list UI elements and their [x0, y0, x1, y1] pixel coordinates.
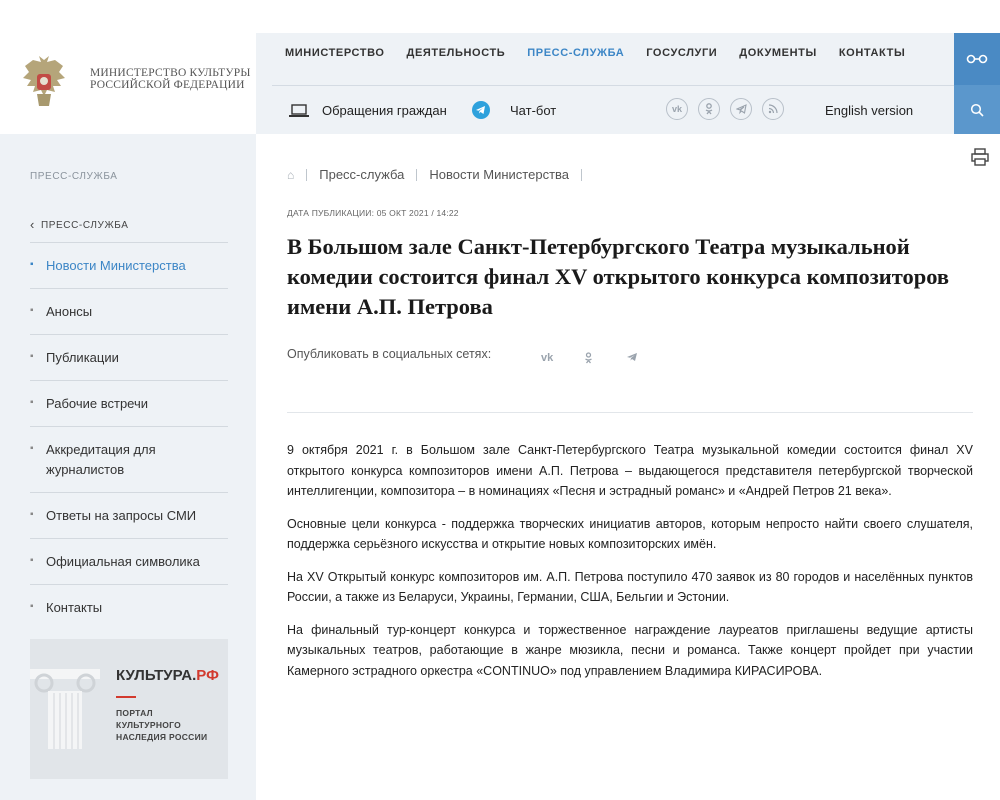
vk-icon[interactable]: vk — [666, 98, 688, 120]
accessibility-button[interactable] — [954, 33, 1000, 85]
sidebar-item-label: Контакты — [46, 600, 103, 615]
sidebar-item-media-answers[interactable] — [30, 492, 228, 538]
article-paragraph: На XV Открытый конкурс композиторов им. А.П. Петрова поступило 470 заявок из 80 городов и населённых пунктов России, а также из Беларуси, Украины, Германии, США, Бельгии и Эстонии. — [287, 569, 973, 604]
english-version-link[interactable]: English version — [825, 103, 914, 118]
nav-item-ministry[interactable]: МИНИСТЕРСТВО — [285, 47, 385, 59]
telegram-icon[interactable] — [730, 98, 752, 120]
sidebar-item-contacts[interactable] — [30, 584, 228, 630]
banner-caption-line: ПОРТАЛ — [116, 708, 153, 718]
sidebar-item-accreditation[interactable] — [30, 426, 228, 492]
bullet-icon: ▪ — [30, 305, 34, 316]
coat-of-arms-icon — [19, 52, 69, 112]
bullet-icon: ▪ — [30, 509, 34, 520]
ministry-name-line1: МИНИСТЕРСТВО КУЛЬТУРЫ — [90, 67, 251, 79]
article-body — [287, 440, 973, 693]
sidebar-item-label: Публикации — [46, 350, 119, 365]
sidebar-item-label: Новости Министерства — [46, 258, 186, 273]
column-icon — [30, 669, 106, 749]
glasses-icon — [966, 54, 988, 64]
search-button[interactable] — [954, 85, 1000, 134]
sidebar-item-meetings[interactable] — [30, 380, 228, 426]
home-icon[interactable]: ⌂ — [287, 167, 295, 182]
breadcrumb-separator — [416, 169, 417, 181]
article-paragraph: Основные цели конкурса - поддержка творческих инициатив авторов, которым непросто найти своего слушателя, поддержка серьёзного искусства и открытие новых композиторских имён. — [287, 516, 973, 551]
sidebar-item-symbols[interactable] — [30, 538, 228, 584]
bullet-icon: ▪ — [30, 601, 34, 612]
nav-item-contacts[interactable]: КОНТАКТЫ — [838, 47, 906, 59]
breadcrumb — [287, 167, 594, 182]
banner-divider — [116, 696, 136, 698]
chevron-left-icon: ‹ — [30, 217, 35, 232]
breadcrumb-separator — [306, 169, 307, 181]
header-divider — [272, 85, 954, 86]
banner-caption — [116, 707, 207, 743]
article-title: В Большом зале Санкт-Петербургского Театра музыкальной комедии состоится финал XV открытого конкурса композиторов имени А.П. Петрова — [287, 234, 950, 319]
nav-item-documents[interactable]: ДОКУМЕНТЫ — [739, 47, 817, 59]
telegram-share-icon[interactable] — [626, 352, 638, 365]
sidebar-item-label: Рабочие встречи — [46, 396, 149, 411]
sidebar-item-label: Анонсы — [46, 304, 93, 319]
banner-brand-suffix: РФ — [196, 667, 219, 684]
search-icon — [970, 103, 984, 117]
telegram-chatbot-icon[interactable] — [472, 101, 490, 119]
sidebar-menu — [30, 242, 228, 630]
sidebar-item-label: Официальная символика — [46, 554, 200, 569]
sidebar — [0, 134, 256, 800]
banner-caption-line: КУЛЬТУРНОГО — [116, 720, 182, 730]
citizen-appeals-link[interactable]: Обращения граждан — [322, 103, 447, 118]
banner-caption-line: НАСЛЕДИЯ РОССИИ — [116, 732, 208, 742]
bullet-icon: ▪ — [30, 555, 34, 566]
sidebar-item-news[interactable] — [30, 242, 228, 288]
ministry-name — [90, 67, 251, 91]
nav-item-services[interactable]: ГОСУСЛУГИ — [646, 47, 718, 59]
bullet-icon: ▪ — [30, 443, 34, 454]
article-paragraph: На финальный тур-концерт конкурса и торжественное награждение лауреатов приглашены ведущие артисты музыкальных театров, работающие в жанре мюзикла, песни и романса. Также концерт пройдет при участии Камерного эстрадного оркестра «CONTINUO» под управлением Владимира КИРАСИРОВА. — [287, 622, 973, 678]
logo-area[interactable] — [0, 0, 256, 134]
banner-brand-main: КУЛЬТУРА. — [116, 667, 197, 684]
content-divider — [287, 412, 973, 413]
nav-item-activity[interactable]: ДЕЯТЕЛЬНОСТЬ — [406, 47, 506, 59]
main-nav — [285, 47, 927, 59]
ministry-name-line2: РОССИЙСКОЙ ФЕДЕРАЦИИ — [90, 79, 245, 91]
chatbot-link[interactable]: Чат-бот — [510, 103, 557, 118]
vk-share-icon[interactable]: vk — [541, 352, 554, 364]
bullet-icon: ▪ — [30, 351, 34, 362]
sidebar-item-announcements[interactable] — [30, 288, 228, 334]
bullet-icon: ▪ — [30, 259, 34, 270]
sidebar-item-label: Ответы на запросы СМИ — [46, 508, 197, 523]
kultura-rf-banner[interactable] — [30, 639, 228, 779]
odnoklassniki-icon[interactable] — [698, 98, 720, 120]
sidebar-item-publications[interactable] — [30, 334, 228, 380]
sidebar-item-label: Аккредитация для журналистов — [46, 442, 156, 477]
bullet-icon: ▪ — [30, 397, 34, 408]
nav-item-press[interactable]: ПРЕСС-СЛУЖБА — [527, 47, 625, 59]
header-subrow — [272, 98, 954, 124]
odnoklassniki-share-icon[interactable] — [584, 352, 593, 367]
print-icon[interactable] — [971, 148, 989, 166]
article-paragraph: 9 октября 2021 г. в Большом зале Санкт-Петербургского Театра музыкальной комедии состоится финал XV открытого конкурса композиторов имени А.П. Петрова – выдающегося представителя петербургской творческой интеллигенции, композитора – в номинациях «Песня и эстрадный романс» и «Андрей Петров 21 века». — [287, 443, 973, 498]
sidebar-back-label: ПРЕСС-СЛУЖБА — [40, 220, 129, 231]
sidebar-section-title: ПРЕСС-СЛУЖБА — [30, 171, 118, 182]
breadcrumb-separator — [581, 169, 582, 181]
share-label: Опубликовать в социальных сетях: — [287, 347, 492, 361]
breadcrumb-item[interactable]: Пресс-служба — [319, 167, 405, 182]
laptop-icon — [289, 104, 309, 118]
rss-icon[interactable] — [762, 98, 784, 120]
publication-date: ДАТА ПУБЛИКАЦИИ: 05 ОКТ 2021 / 14:22 — [287, 208, 459, 218]
breadcrumb-item[interactable]: Новости Министерства — [429, 167, 570, 182]
sidebar-back-link[interactable] — [30, 216, 129, 231]
banner-brand — [116, 667, 219, 684]
